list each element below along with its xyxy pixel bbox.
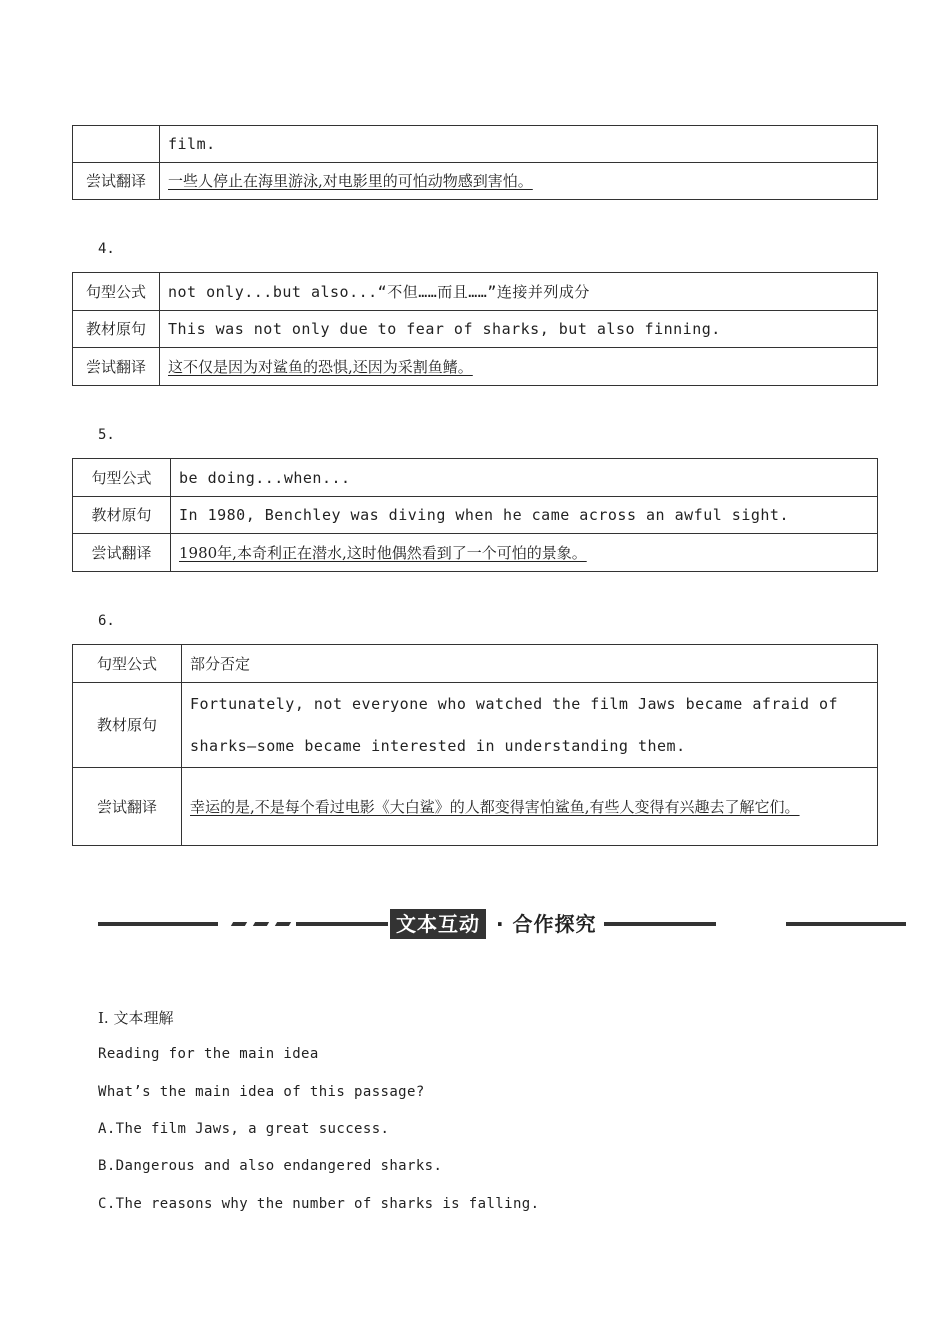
banner-dash [275, 922, 291, 926]
row-label: 尝试翻译 [73, 534, 171, 572]
option-c: C.The reasons why the number of sharks is falling. [98, 1196, 540, 1212]
original-sentence: In 1980, Benchley was diving when he came across an awful sight. [171, 497, 878, 534]
original-sentence: Fortunately, not everyone who watched the film Jaws became afraid of sharks—some became interested in understanding them. [182, 683, 878, 768]
sentence-table-4 [72, 272, 878, 386]
banner-rule [786, 922, 906, 926]
banner-dash [231, 922, 247, 926]
banner-subtitle: · 合作探究 [496, 912, 597, 936]
item-number: 4. [98, 241, 115, 257]
translation-answer: 1980年,本奇利正在潜水,这时他偶然看到了一个可怕的景象。 [179, 543, 587, 562]
section-banner [98, 905, 906, 943]
translation-answer: 这不仅是因为对鲨鱼的恐惧,还因为采割鱼鳍。 [168, 357, 473, 376]
sentence-table-6 [72, 644, 878, 846]
item-number: 6. [98, 613, 115, 629]
row-label: 尝试翻译 [73, 768, 182, 846]
option-b: B.Dangerous and also endangered sharks. [98, 1158, 443, 1174]
sentence-table-5 [72, 458, 878, 572]
banner-rule [98, 922, 218, 926]
section-subheading: Reading for the main idea [98, 1046, 319, 1062]
row-label: 教材原句 [73, 683, 182, 768]
question-text: What’s the main idea of this passage? [98, 1084, 425, 1100]
row-label: 句型公式 [73, 273, 160, 311]
row-text: film. [160, 126, 878, 163]
banner-rule [604, 922, 716, 926]
section-heading: Ⅰ. 文本理解 [98, 1009, 174, 1027]
row-label: 教材原句 [73, 497, 171, 534]
pattern-formula: not only...but also...“不但……而且……”连接并列成分 [160, 273, 878, 311]
banner-label: 文本互动 [390, 909, 486, 939]
option-a: A.The film Jaws, a great success. [98, 1121, 390, 1137]
row-label [73, 126, 160, 163]
pattern-formula: be doing...when... [171, 459, 878, 497]
translation-answer: 幸运的是,不是每个看过电影《大白鲨》的人都变得害怕鲨鱼,有些人变得有兴趣去了解它们。 [190, 797, 800, 816]
row-label: 句型公式 [73, 459, 171, 497]
original-sentence: This was not only due to fear of sharks, but also finning. [160, 311, 878, 348]
sentence-table-continued [72, 125, 878, 200]
banner-dash [253, 922, 269, 926]
row-label: 句型公式 [73, 645, 182, 683]
row-label: 尝试翻译 [73, 348, 160, 386]
banner-rule [296, 922, 388, 926]
row-label: 尝试翻译 [73, 163, 160, 200]
pattern-formula: 部分否定 [182, 645, 878, 683]
translation-answer: 一些人停止在海里游泳,对电影里的可怕动物感到害怕。 [168, 172, 533, 190]
row-label: 教材原句 [73, 311, 160, 348]
item-number: 5. [98, 427, 115, 443]
